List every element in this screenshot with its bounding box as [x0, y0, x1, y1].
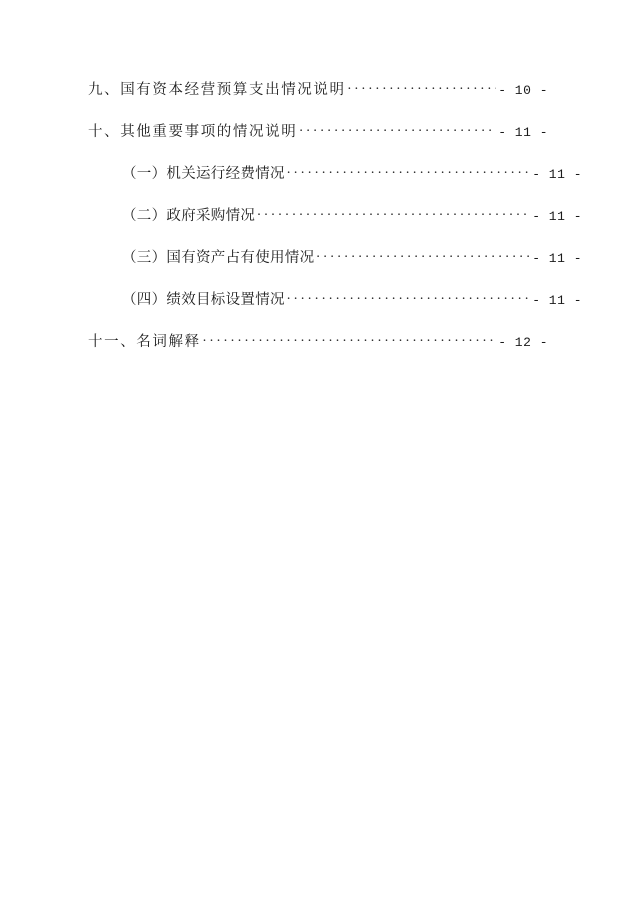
toc-leader-dots [203, 332, 496, 347]
toc-entry-page: - 12 - [498, 335, 548, 350]
toc-leader-dots [299, 122, 496, 137]
toc-entry-title: （四）绩效目标设置情况 [122, 292, 285, 308]
toc-entry[interactable] [88, 330, 548, 351]
toc-entry-title: （一）机关运行经费情况 [122, 166, 285, 182]
toc-entry[interactable] [88, 204, 582, 225]
toc-entry[interactable] [88, 246, 582, 267]
toc-entry-page: - 11 - [532, 209, 582, 224]
toc-entry-page: - 11 - [532, 251, 582, 266]
toc-entry[interactable] [88, 288, 582, 309]
toc-entry-title: （三）国有资产占有使用情况 [122, 250, 315, 266]
toc-entry-page: - 11 - [532, 167, 582, 182]
toc-entry-title: （二）政府采购情况 [122, 208, 256, 224]
toc-entry-page: - 11 - [498, 125, 548, 140]
table-of-contents [88, 78, 582, 372]
toc-entry[interactable] [88, 78, 548, 99]
toc-leader-dots [257, 206, 530, 221]
toc-leader-dots [287, 164, 530, 179]
toc-entry-page: - 11 - [532, 293, 582, 308]
toc-entry[interactable] [88, 120, 548, 141]
toc-entry[interactable] [88, 162, 582, 183]
toc-entry-page: - 10 - [498, 83, 548, 98]
toc-entry-title: 九、国有资本经营预算支出情况说明 [88, 82, 346, 98]
toc-leader-dots [287, 290, 530, 305]
toc-entry-title: 十一、名词解释 [88, 334, 201, 350]
toc-entry-title: 十、其他重要事项的情况说明 [88, 124, 298, 140]
toc-leader-dots [348, 80, 497, 95]
toc-leader-dots [316, 248, 530, 263]
